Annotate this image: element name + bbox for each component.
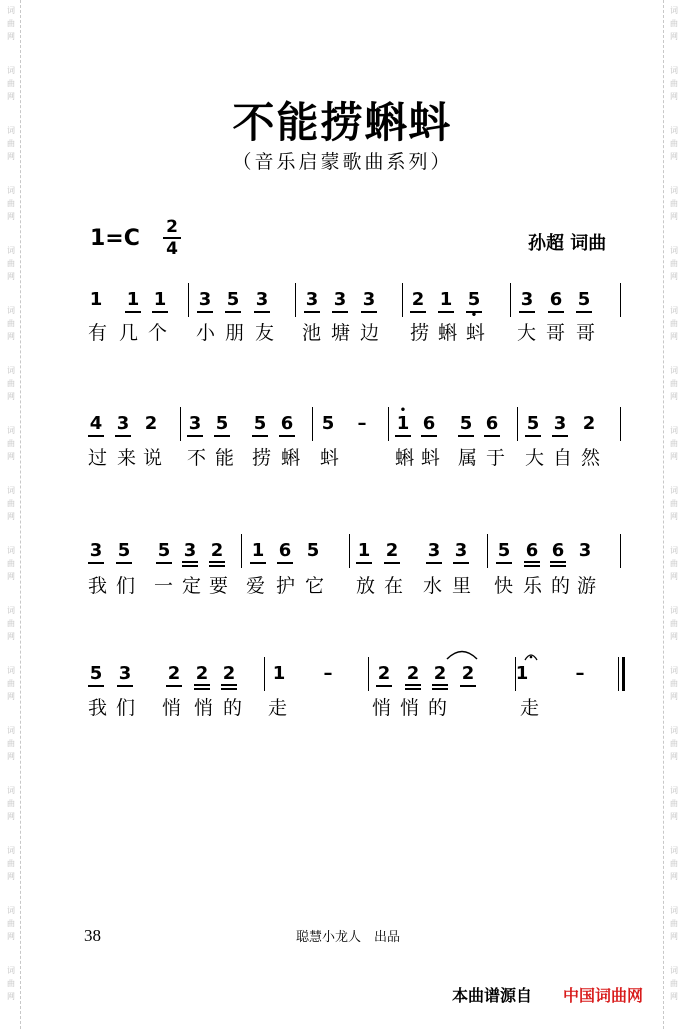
watermark-char: 曲 bbox=[7, 199, 15, 208]
note: 1 bbox=[356, 541, 372, 564]
watermark-char: 曲 bbox=[7, 439, 15, 448]
watermark-char: 网 bbox=[7, 92, 15, 101]
watermark-char: 词 bbox=[7, 546, 15, 555]
watermark-char: 词 bbox=[670, 306, 678, 315]
watermark-char: 曲 bbox=[7, 859, 15, 868]
note: 2 bbox=[405, 664, 421, 690]
watermark-char: 曲 bbox=[670, 199, 678, 208]
lyric-char: 小 bbox=[196, 322, 216, 344]
watermark-char: 网 bbox=[670, 692, 678, 701]
lyric-char: 走 bbox=[520, 697, 540, 719]
watermark-char: 词 bbox=[7, 486, 15, 495]
lyric-char: 的 bbox=[551, 575, 571, 597]
watermark-char: 曲 bbox=[670, 559, 678, 568]
note: 5 bbox=[116, 541, 132, 564]
watermark-char: 网 bbox=[7, 632, 15, 641]
watermark-char: 词 bbox=[7, 246, 15, 255]
watermark-char: 网 bbox=[7, 512, 15, 521]
lyric-char: 大 bbox=[517, 322, 537, 344]
watermark-char: 词 bbox=[7, 306, 15, 315]
page-title: 不能捞蝌蚪 bbox=[232, 98, 453, 147]
watermark-char: 网 bbox=[7, 32, 15, 41]
note: 3 bbox=[254, 290, 270, 313]
note: – bbox=[575, 663, 585, 684]
note: 3 bbox=[88, 541, 104, 564]
lyric-char: 说 bbox=[143, 447, 163, 469]
watermark-char: 曲 bbox=[670, 79, 678, 88]
lyric-char: 它 bbox=[305, 575, 325, 597]
octave-dot-below: • bbox=[470, 310, 478, 321]
note: 3 bbox=[453, 541, 469, 564]
watermark-char: 网 bbox=[7, 332, 15, 341]
note: – bbox=[323, 663, 333, 684]
note: 1 bbox=[438, 290, 454, 313]
watermark-char: 曲 bbox=[7, 559, 15, 568]
note: 5 bbox=[525, 414, 541, 437]
octave-dot-above: • bbox=[399, 405, 407, 416]
watermark-char: 网 bbox=[7, 752, 15, 761]
watermark-char: 词 bbox=[7, 426, 15, 435]
watermark-char: 曲 bbox=[670, 919, 678, 928]
watermark-char: 网 bbox=[7, 812, 15, 821]
note: 3 bbox=[332, 290, 348, 313]
watermark-char: 词 bbox=[7, 666, 15, 675]
watermark-char: 曲 bbox=[7, 679, 15, 688]
lyric-char: 塘 bbox=[331, 322, 351, 344]
lyric-char: 捞 bbox=[410, 322, 430, 344]
slur bbox=[447, 652, 477, 660]
lyric-char: 于 bbox=[486, 447, 506, 469]
note: 2 bbox=[410, 290, 426, 313]
note: 5 bbox=[225, 290, 241, 313]
watermark-char: 词 bbox=[670, 666, 678, 675]
watermark-char: 网 bbox=[670, 512, 678, 521]
lyric-char: 有 bbox=[88, 322, 108, 344]
watermark-char: 曲 bbox=[670, 859, 678, 868]
watermark-char: 词 bbox=[7, 906, 15, 915]
watermark-char: 网 bbox=[670, 212, 678, 221]
note: 2 bbox=[221, 664, 237, 690]
note: 6 bbox=[277, 541, 293, 564]
lyric-char: 游 bbox=[577, 575, 597, 597]
watermark-char: 网 bbox=[670, 572, 678, 581]
watermark-char: 网 bbox=[7, 572, 15, 581]
watermark-char: 网 bbox=[670, 752, 678, 761]
watermark-char: 曲 bbox=[670, 799, 678, 808]
watermark-char: 网 bbox=[670, 92, 678, 101]
note: 6 bbox=[279, 414, 295, 437]
watermark-char: 曲 bbox=[7, 259, 15, 268]
note: 5 bbox=[576, 290, 592, 313]
watermark-char: 网 bbox=[7, 932, 15, 941]
lyric-char: 悄 bbox=[194, 697, 214, 719]
lyric-char: 的 bbox=[428, 697, 448, 719]
note: 6 bbox=[548, 290, 564, 313]
note: 5 bbox=[458, 414, 474, 437]
note: 2 bbox=[432, 664, 448, 690]
note: 3 bbox=[197, 290, 213, 313]
note: 6 bbox=[524, 541, 540, 567]
note: 3 bbox=[361, 290, 377, 313]
watermark-char: 词 bbox=[670, 366, 678, 375]
watermark-char: 网 bbox=[7, 152, 15, 161]
watermark-char: 曲 bbox=[670, 979, 678, 988]
watermark-char: 网 bbox=[670, 452, 678, 461]
watermark-char: 曲 bbox=[7, 979, 15, 988]
watermark-char: 词 bbox=[670, 126, 678, 135]
time-signature-top: 2 bbox=[166, 217, 178, 237]
note: 5 bbox=[156, 541, 172, 564]
watermark-char: 网 bbox=[670, 32, 678, 41]
watermark-char: 曲 bbox=[670, 439, 678, 448]
lyric-char: 们 bbox=[116, 697, 136, 719]
note: 2 bbox=[384, 541, 400, 564]
watermark-char: 网 bbox=[7, 992, 15, 1001]
watermark-char: 曲 bbox=[7, 799, 15, 808]
note: 1 • bbox=[395, 414, 411, 437]
lyric-char: 哥 bbox=[546, 322, 566, 344]
note: 5 bbox=[252, 414, 268, 437]
watermark-char: 网 bbox=[670, 632, 678, 641]
lyric-char: 蚪 bbox=[466, 322, 486, 344]
watermark-char: 曲 bbox=[670, 499, 678, 508]
source-site-link[interactable]: 中国词曲网 bbox=[563, 986, 644, 1005]
page-number: 38 bbox=[84, 926, 101, 945]
source-label: 本曲谱源自 bbox=[452, 986, 533, 1005]
fermata-dot bbox=[530, 656, 533, 659]
watermark-char: 词 bbox=[670, 426, 678, 435]
watermark-char: 词 bbox=[670, 726, 678, 735]
watermark-char: 词 bbox=[670, 966, 678, 975]
watermark-char: 网 bbox=[670, 992, 678, 1001]
note: 2 bbox=[376, 664, 392, 687]
note: 3 bbox=[117, 664, 133, 687]
note: 4 bbox=[88, 414, 104, 437]
note: 3 bbox=[115, 414, 131, 437]
watermark-char: 曲 bbox=[7, 319, 15, 328]
note: 1 bbox=[152, 290, 168, 313]
watermark-char: 网 bbox=[7, 872, 15, 881]
watermark-char: 词 bbox=[670, 66, 678, 75]
watermark-char: 曲 bbox=[670, 379, 678, 388]
note: 5 bbox=[496, 541, 512, 564]
watermark-char: 词 bbox=[7, 6, 15, 15]
lyric-char: 能 bbox=[215, 447, 235, 469]
watermark-char: 网 bbox=[7, 212, 15, 221]
note: 2 bbox=[194, 664, 210, 690]
note: 3 bbox=[578, 540, 592, 561]
note: 2 bbox=[209, 541, 225, 567]
lyric-char: 蝌 bbox=[438, 322, 458, 344]
watermark-char: 网 bbox=[7, 452, 15, 461]
watermark-char: 曲 bbox=[7, 379, 15, 388]
watermark-char: 网 bbox=[670, 392, 678, 401]
note: 5 • bbox=[467, 289, 481, 321]
lyric-char: 边 bbox=[360, 322, 380, 344]
note: 1 bbox=[250, 541, 266, 564]
watermark-char: 词 bbox=[670, 486, 678, 495]
lyric-char: 的 bbox=[223, 697, 243, 719]
lyric-char: 悄 bbox=[162, 697, 182, 719]
note: 3 bbox=[519, 290, 535, 313]
watermark-char: 词 bbox=[7, 786, 15, 795]
lyric-char: 放 bbox=[356, 575, 376, 597]
note: 5 bbox=[88, 664, 104, 687]
lyric-char: 走 bbox=[268, 697, 288, 719]
page-subtitle: （音乐启蒙歌曲系列） bbox=[232, 151, 453, 173]
watermark-char: 曲 bbox=[7, 919, 15, 928]
note: 2 bbox=[144, 413, 158, 434]
lyric-char: 水 bbox=[423, 575, 443, 597]
watermark-char: 曲 bbox=[670, 619, 678, 628]
watermark-char: 词 bbox=[670, 906, 678, 915]
lyric-char: 大 bbox=[525, 447, 545, 469]
watermark-char: 网 bbox=[670, 332, 678, 341]
note: 2 bbox=[582, 413, 596, 434]
lyric-char: 要 bbox=[209, 575, 229, 597]
note: 3 bbox=[182, 541, 198, 567]
watermark-char: 词 bbox=[7, 126, 15, 135]
lyric-char: 我 bbox=[88, 697, 108, 719]
note: 3 bbox=[304, 290, 320, 313]
note: 1 bbox=[89, 289, 103, 310]
lyric-char: 个 bbox=[148, 322, 168, 344]
watermark-char: 曲 bbox=[670, 739, 678, 748]
watermark-char: 词 bbox=[670, 186, 678, 195]
lyric-char: 过 bbox=[88, 447, 108, 469]
lyric-char: 蚪 bbox=[320, 447, 340, 469]
watermark-char: 词 bbox=[7, 366, 15, 375]
lyric-char: 我 bbox=[88, 575, 108, 597]
lyric-char: 护 bbox=[276, 575, 296, 597]
watermark-char: 词 bbox=[670, 246, 678, 255]
lyric-char: 在 bbox=[384, 575, 404, 597]
watermark-char: 网 bbox=[7, 272, 15, 281]
watermark-char: 词 bbox=[670, 6, 678, 15]
lyric-char: 蚪 bbox=[421, 447, 441, 469]
watermark-char: 曲 bbox=[7, 739, 15, 748]
lyric-char: 乐 bbox=[523, 575, 543, 597]
lyric-char: 一 bbox=[154, 575, 174, 597]
watermark-char: 曲 bbox=[7, 139, 15, 148]
lyric-char: 友 bbox=[255, 322, 275, 344]
lyric-char: 捞 bbox=[252, 447, 272, 469]
publisher-credit: 聪慧小龙人 出品 bbox=[296, 929, 401, 944]
lyric-char: 里 bbox=[452, 575, 472, 597]
watermark-char: 词 bbox=[7, 966, 15, 975]
watermark-char: 曲 bbox=[670, 19, 678, 28]
watermark-char: 网 bbox=[670, 272, 678, 281]
watermark-char: 词 bbox=[7, 606, 15, 615]
lyric-char: 不 bbox=[187, 447, 207, 469]
watermark-char: 网 bbox=[670, 152, 678, 161]
watermark-char: 网 bbox=[670, 932, 678, 941]
watermark-char: 曲 bbox=[670, 679, 678, 688]
note: 5 bbox=[306, 540, 320, 561]
note: – bbox=[357, 413, 367, 434]
note: 5 bbox=[214, 414, 230, 437]
lyric-char: 属 bbox=[458, 447, 478, 469]
lyric-char: 爱 bbox=[246, 575, 266, 597]
note: 6 bbox=[421, 414, 437, 437]
watermark-char: 网 bbox=[7, 392, 15, 401]
lyric-char: 来 bbox=[117, 447, 137, 469]
note: 2 bbox=[460, 664, 476, 687]
lyric-char: 悄 bbox=[372, 697, 392, 719]
note: 5 bbox=[321, 413, 335, 434]
note: 2 bbox=[166, 664, 182, 687]
watermark-char: 曲 bbox=[7, 619, 15, 628]
watermark-char: 曲 bbox=[670, 139, 678, 148]
lyric-char: 池 bbox=[302, 322, 322, 344]
lyric-char: 朋 bbox=[225, 322, 245, 344]
watermark-char: 网 bbox=[7, 692, 15, 701]
lyric-char: 蝌 bbox=[281, 447, 301, 469]
watermark-char: 网 bbox=[670, 872, 678, 881]
lyric-char: 定 bbox=[182, 575, 202, 597]
watermark-char: 网 bbox=[670, 812, 678, 821]
lyric-char: 几 bbox=[119, 322, 139, 344]
watermark-char: 词 bbox=[670, 786, 678, 795]
note: 3 bbox=[187, 414, 203, 437]
lyric-char: 哥 bbox=[576, 322, 596, 344]
note: 1 bbox=[515, 663, 529, 684]
time-signature-bottom: 4 bbox=[166, 239, 178, 259]
watermark-char: 词 bbox=[7, 846, 15, 855]
lyric-char: 蝌 bbox=[395, 447, 415, 469]
note: 3 bbox=[552, 414, 568, 437]
lyric-char: 快 bbox=[494, 575, 514, 597]
note: 1 bbox=[272, 663, 286, 684]
lyric-char: 自 bbox=[553, 447, 573, 469]
lyric-char: 悄 bbox=[400, 697, 420, 719]
watermark-char: 词 bbox=[670, 846, 678, 855]
author-credit: 孙超 词曲 bbox=[528, 233, 607, 254]
watermark-char: 词 bbox=[7, 186, 15, 195]
watermark-char: 曲 bbox=[670, 259, 678, 268]
note: 1 bbox=[125, 290, 141, 313]
watermark-char: 词 bbox=[7, 726, 15, 735]
note: 6 bbox=[484, 414, 500, 437]
watermark-char: 曲 bbox=[670, 319, 678, 328]
key-signature: 1=C bbox=[90, 226, 140, 251]
watermark-char: 曲 bbox=[7, 19, 15, 28]
watermark-char: 词 bbox=[670, 546, 678, 555]
note: 3 bbox=[426, 541, 442, 564]
lyric-char: 然 bbox=[581, 447, 601, 469]
lyric-char: 们 bbox=[116, 575, 136, 597]
note: 6 bbox=[550, 541, 566, 567]
watermark-char: 词 bbox=[7, 66, 15, 75]
watermark-char: 曲 bbox=[7, 499, 15, 508]
watermark-char: 曲 bbox=[7, 79, 15, 88]
watermark-char: 词 bbox=[670, 606, 678, 615]
